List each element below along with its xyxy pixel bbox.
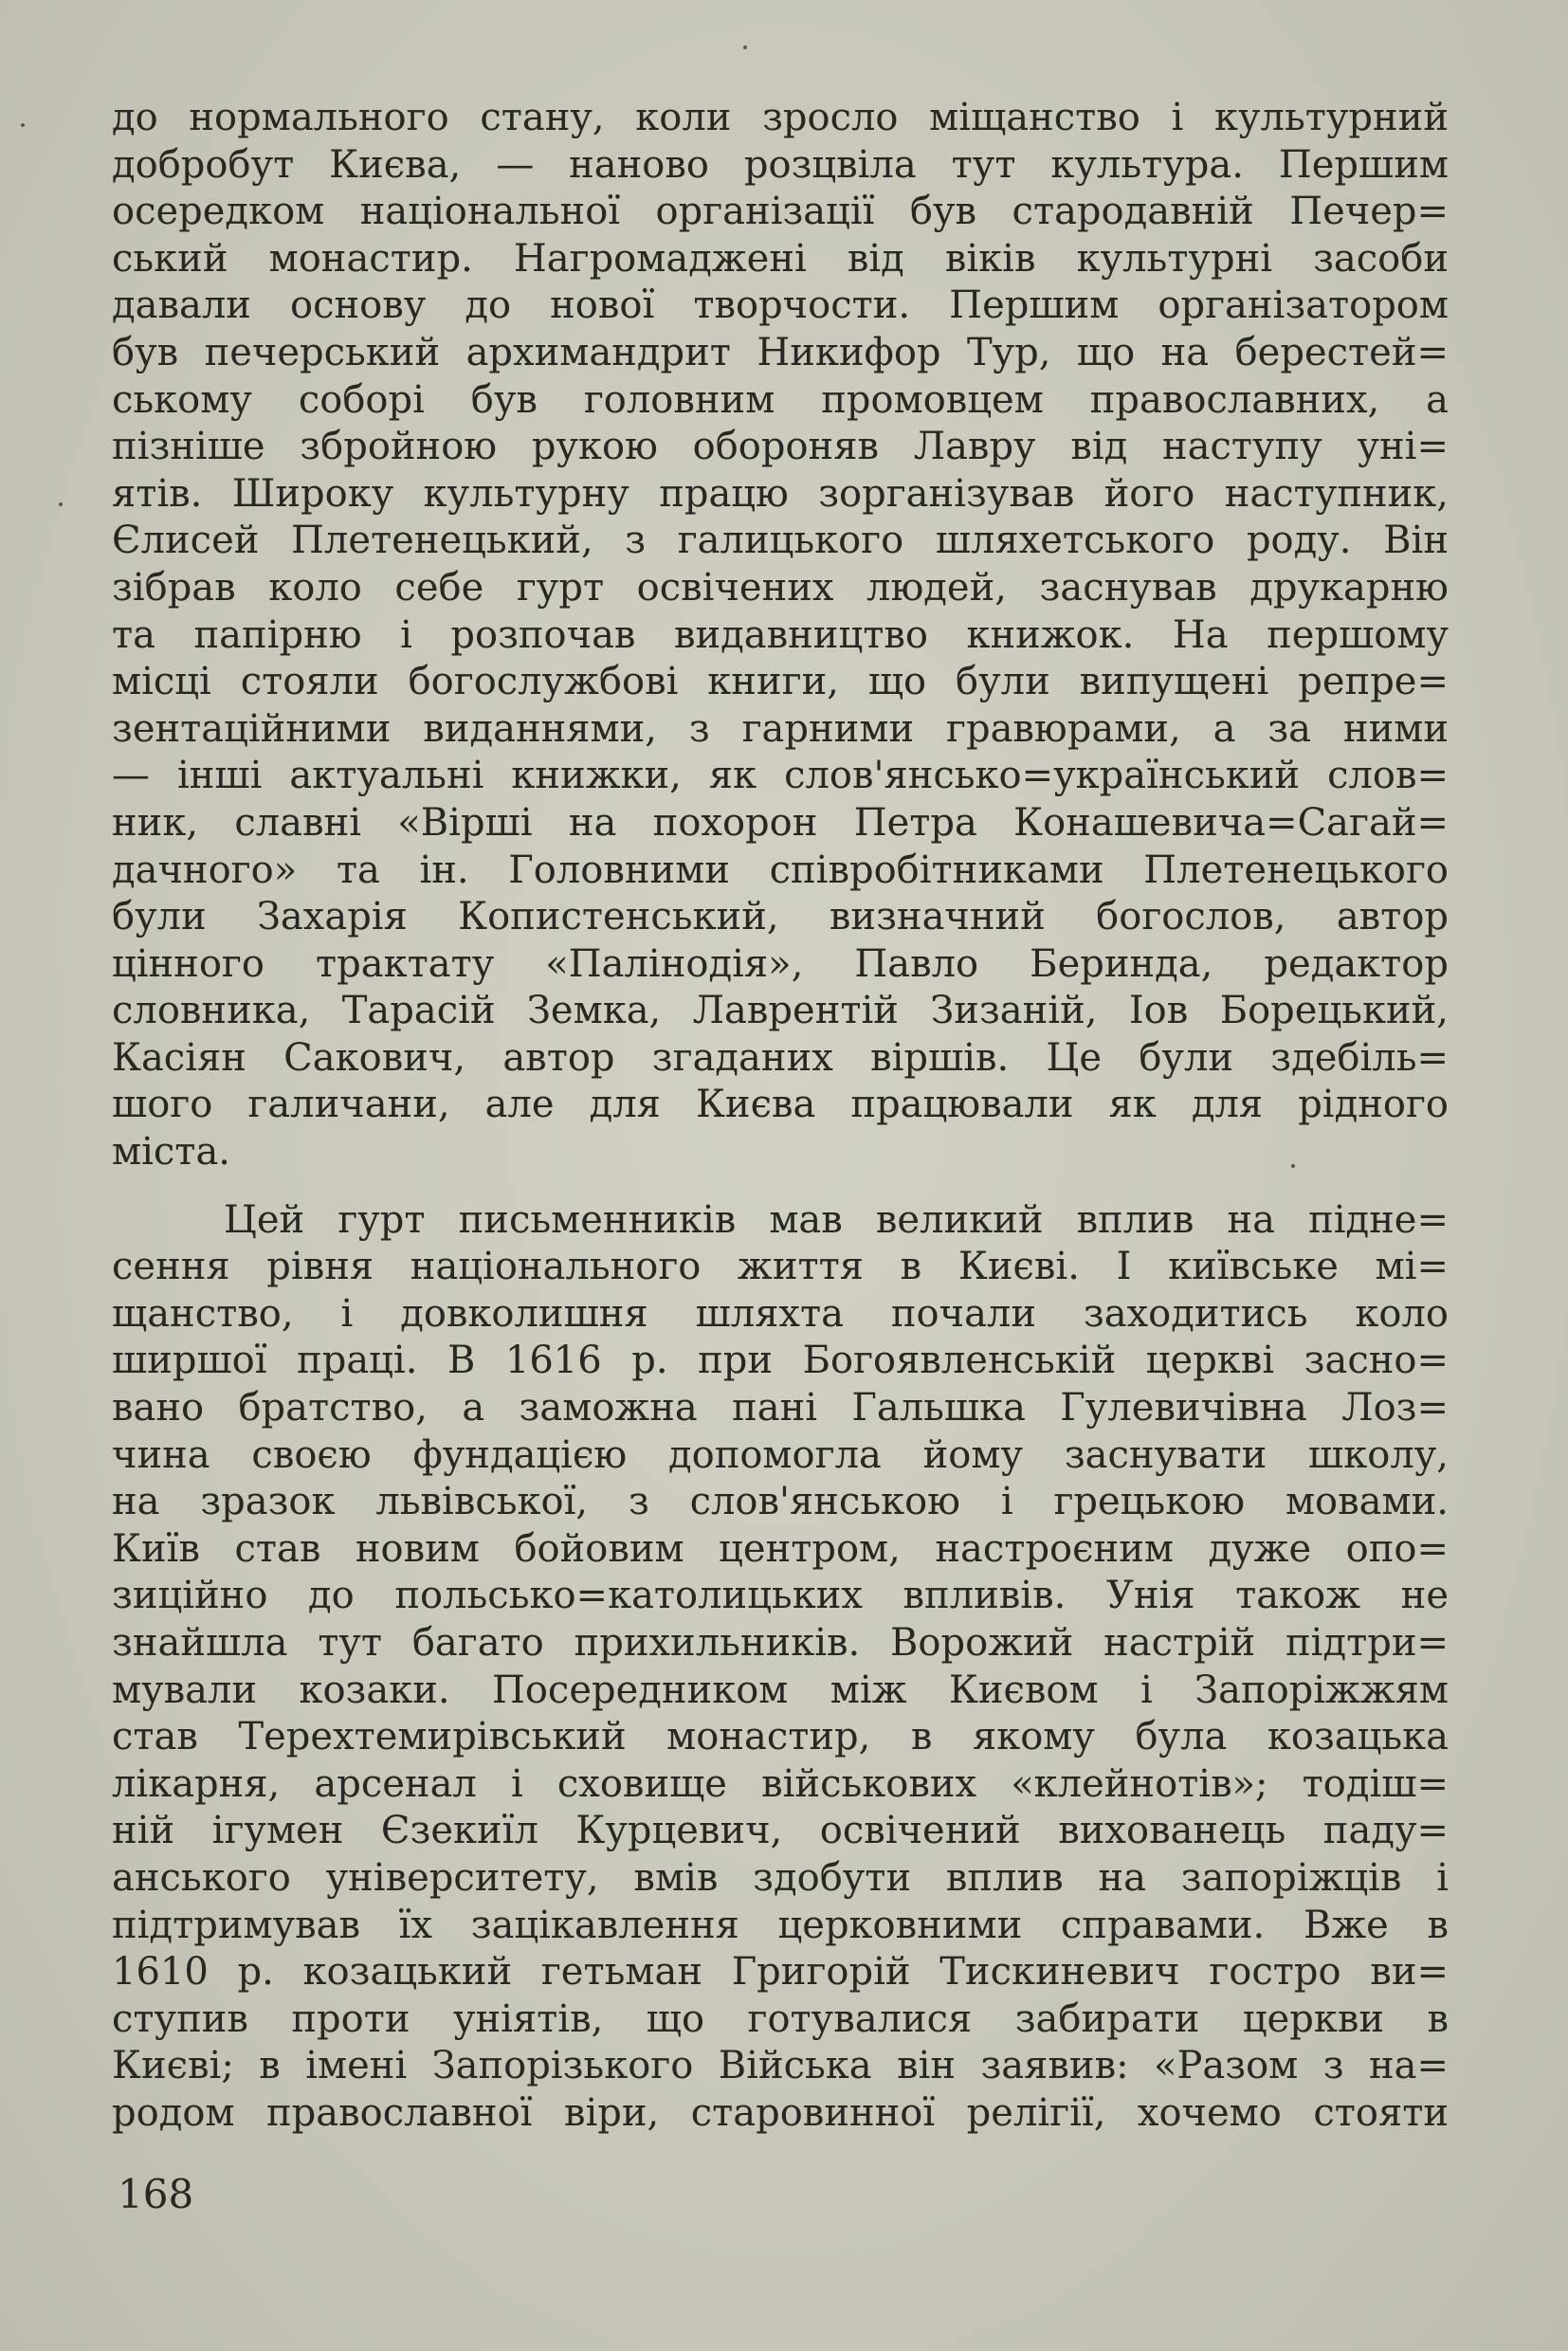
text-line: міста. (112, 1130, 230, 1175)
text-line: ник, славні «Вірші на похорон Петра Конашевича=Сагай= (112, 800, 1449, 845)
text-line: був печерський архимандрит Никифор Тур, що на берестей= (112, 330, 1449, 374)
print-speck (743, 46, 747, 49)
text-line: на зразок львівської, з слов'янською і грецькою мовами. (112, 1480, 1449, 1524)
text-line: знайшла тут багато прихильників. Ворожий настрій підтри= (112, 1621, 1449, 1665)
text-line: словника, Тарасій Земка, Лаврентій Зизаній, Іов Борецький, (112, 989, 1449, 1033)
text-line: місці стояли богослужбові книги, що були випущені репре= (112, 660, 1449, 704)
text-line: ній ігумен Єзекиїл Курцевич, освічений вихованець паду= (112, 1809, 1449, 1853)
print-speck (21, 123, 25, 127)
text-line: ський монастир. Нагромаджені від віків культурні засоби (112, 236, 1449, 281)
text-line: та папірню і розпочав видавництво книжок. На першому (112, 612, 1449, 657)
text-line: пізніше збройною рукою обороняв Лавру від наступу уні= (112, 425, 1449, 469)
paragraph-gap (112, 1176, 1449, 1197)
text-line: Києві; в імені Запорізького Війська він заявив: «Разом з на= (112, 2044, 1449, 2088)
text-line: ширшої праці. В 1616 р. при Богоявленській церкві засно= (112, 1339, 1449, 1383)
text-line: Київ став новим бойовим центром, настроєним дуже опо= (112, 1526, 1449, 1571)
text-line: лікарня, арсенал і сховище військових «клейнотів»; тодіш= (112, 1761, 1449, 1806)
paragraph (112, 1197, 1449, 2138)
text-line: ському соборі був головним промовцем православних, а (112, 377, 1449, 422)
print-speck (1291, 1164, 1295, 1168)
print-speck (59, 502, 63, 506)
text-line: були Захарія Копистенський, визначний богослов, автор (112, 895, 1449, 939)
text-line: шого галичани, але для Києва працювали як для рідного (112, 1083, 1449, 1127)
paragraph (112, 95, 1449, 1176)
text-line: підтримував їх зацікавлення церковними справами. Вже в (112, 1903, 1449, 1947)
text-line: щанство, і довколишня шляхта почали заходитись коло (112, 1291, 1449, 1336)
text-line: ятів. Широку культурну працю зорганізував його наступник, (112, 471, 1449, 516)
text-line: вано братство, а заможна пані Гальшка Гулевичівна Лоз= (112, 1386, 1449, 1431)
body-text (112, 95, 1449, 2138)
text-line: Касіян Сакович, автор згаданих віршів. Це були здебіль= (112, 1035, 1449, 1080)
text-line: добробут Києва, — наново розцвіла тут культура. Першим (112, 142, 1449, 187)
text-line: анського університету, вмів здобути вплив на запоріжців і (112, 1855, 1449, 1900)
page-number: 168 (118, 2171, 194, 2217)
text-line: став Терехтемирівський монастир, в якому була козацька (112, 1715, 1449, 1759)
text-line: цінного трактату «Палінодія», Павло Беринда, редактор (112, 941, 1449, 986)
text-line: — інші актуальні книжки, як слов'янсько=український слов= (112, 754, 1449, 798)
text-line: родом православної віри, старовинної релігії, хочемо стояти (112, 2090, 1449, 2135)
text-line: осередком національної організації був стародавній Печер= (112, 190, 1449, 234)
text-line: зібрав коло себе гурт освічених людей, заснував друкарню (112, 565, 1449, 610)
text-line: чина своєю фундацією допомогла йому заснувати школу, (112, 1432, 1449, 1477)
text-line: дачного» та ін. Головними співробітниками Плетенецького (112, 847, 1449, 892)
text-line: сення рівня національного життя в Києві. І київське мі= (112, 1245, 1449, 1289)
text-line: 1610 р. козацький гетьман Григорій Тискиневич гостро ви= (112, 1950, 1449, 1995)
text-line: мували козаки. Посередником між Києвом і Запоріжжям (112, 1668, 1449, 1712)
text-line: до нормального стану, коли зросло міщанство і культурний (112, 96, 1449, 139)
text-line: зентаційними виданнями, з гарними гравюрами, а за ними (112, 706, 1449, 751)
text-line: давали основу до нової творчости. Першим організатором (112, 283, 1449, 328)
text-line: Цей гурт письменників мав великий вплив на підне= (224, 1197, 1449, 1242)
text-line: ступив проти уніятів, що готувалися забирати церкви в (112, 1996, 1449, 2041)
text-line: Єлисей Плетенецький, з галицького шляхетського роду. Він (112, 519, 1449, 563)
text-line: зиційно до польсько=католицьких впливів. Унія також не (112, 1574, 1449, 1618)
